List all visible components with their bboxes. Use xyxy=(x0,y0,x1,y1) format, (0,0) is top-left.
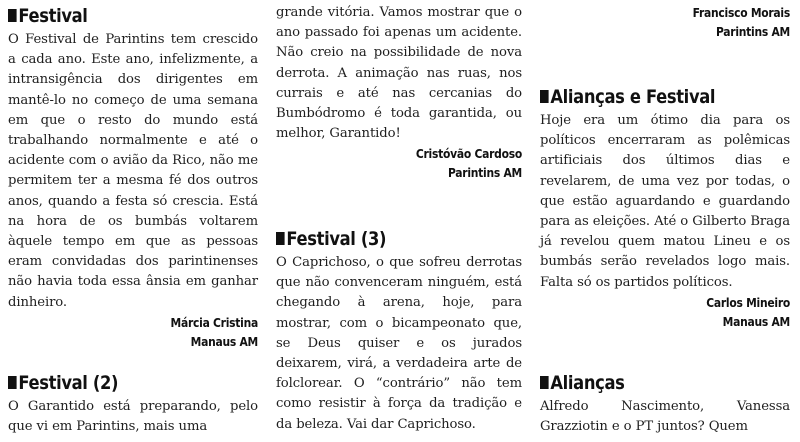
author-location: Parintins AM xyxy=(447,165,522,181)
author-name: Márcia Cristina xyxy=(170,314,258,330)
author-location: Manaus AM xyxy=(722,313,790,329)
letter-heading: Festival (2) xyxy=(8,371,223,395)
letter-signature xyxy=(276,144,522,182)
letter-body: O Garantido está preparando, pelo que vi em Parintins, mais uma xyxy=(8,399,258,435)
letter-signature xyxy=(8,313,258,351)
letter-heading: Alianças e Festival xyxy=(540,85,755,109)
heading-bullet-icon xyxy=(8,9,17,22)
heading-bullet-icon xyxy=(540,90,549,103)
author-location: Manaus AM xyxy=(190,333,258,349)
letter-body: grande vitória. Vamos mostrar que o ano passado foi apenas um acidente. Não creio na possibilidade de nova derrota. A animação nas ruas, nos currais e até nas cercanias do Bumbódromo é toda garantida, ou melhor, Garantido! xyxy=(276,5,522,142)
letter-signature xyxy=(540,293,790,331)
letter-body: Alfredo Nascimento, Vanessa Grazziotin e o PT juntos? Quem xyxy=(540,399,790,435)
author-name: Francisco Morais xyxy=(692,5,790,20)
heading-bullet-icon xyxy=(276,232,285,245)
letter-body: Hoje era um ótimo dia para os políticos encerraram as polêmicas artificiais dos últimos dias e revelarem, de uma vez por todas, o que estão aguardando e guardando para as eleições. Até o Gilberto Braga já revelou quem matou Lineu e os bumbás serão revelados logo mais. Falta só os partidos políticos. xyxy=(540,113,790,290)
letter-festival-3 xyxy=(276,227,522,435)
letter-heading: Alianças xyxy=(540,371,755,395)
letter-signature-block xyxy=(540,3,790,41)
letter-aliancas-e-festival xyxy=(540,85,790,331)
heading-bullet-icon xyxy=(540,376,549,389)
letter-body: O Caprichoso, o que sofreu derrotas que não convenceram ninguém, está chegando à arena, hoje, para mostrar, com o bicampeonato que, se Deus quiser e os jurados deixarem, virá, a verdadeira arte de folclorear. O “contrário” não tem como resistir à força da tradição e da beleza. Vai dar Caprichoso. xyxy=(276,255,522,432)
author-name: Carlos Mineiro xyxy=(706,294,790,310)
letter-signature xyxy=(540,3,790,41)
heading-bullet-icon xyxy=(8,376,17,389)
letter-festival-2-continued xyxy=(276,3,522,182)
letter-heading: Festival xyxy=(8,4,223,28)
letter-festival-2 xyxy=(8,371,258,437)
author-name: Cristóvão Cardoso xyxy=(415,146,522,162)
letter-aliancas xyxy=(540,371,790,437)
author-location: Parintins AM xyxy=(715,24,790,39)
letter-body: O Festival de Parintins tem crescido a cada ano. Este ano, infelizmente, a intransigência dos dirigentes em mantê-lo no começo de uma semana em que o resto do mundo está trabalhando normalmente e até o acidente com o avião da Rico, não me permitem ter a mesma fé dos outros anos, quando a festa só crescia. Está na hora de os bumbás voltarem àquele tempo em que as pessoas eram convidadas dos parintinenses não havia toda essa ânsia em ganhar dinheiro. xyxy=(8,32,258,310)
letter-heading: Festival (3) xyxy=(276,227,488,251)
letter-festival xyxy=(8,4,258,351)
